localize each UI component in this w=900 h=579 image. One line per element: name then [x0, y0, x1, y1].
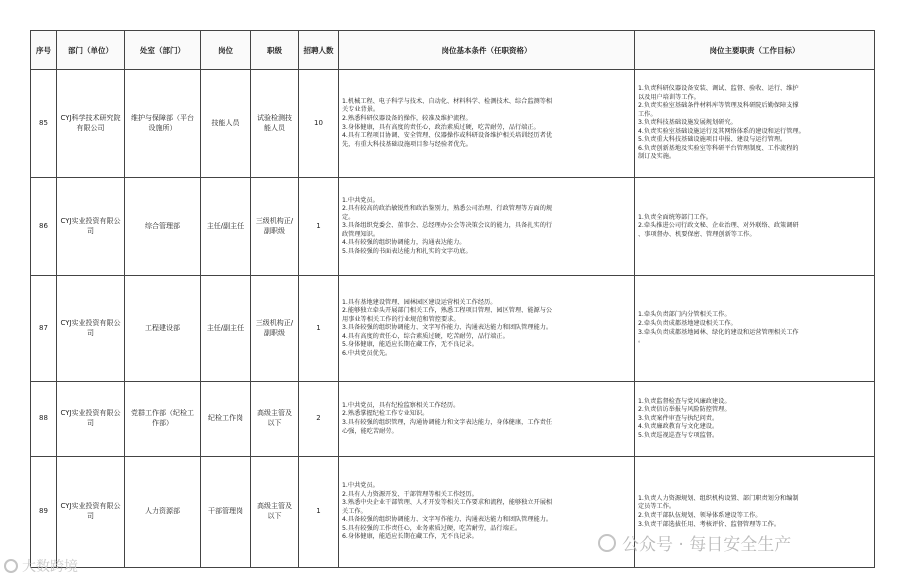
duty-line: 5.负责重大科技基础设施项目申报、建设与运行管理。: [638, 136, 787, 144]
row-count: 10: [299, 70, 339, 178]
row-dept: 维护与保障部（平台设施所）: [125, 70, 201, 178]
header-dept: 处室（部门）: [125, 31, 201, 70]
duty-line: 定员等工作。: [638, 503, 676, 511]
duty-line: 1.负责全面统筹部门工作。: [638, 213, 712, 221]
row-count: 1: [299, 178, 339, 276]
duty-line: 。: [638, 337, 645, 345]
requirement-line: 3.熟悉中央企业干部管理、人才开发等相关工作要求和流程，能够独立开展相: [342, 499, 553, 507]
duty-line: 、事项督办、机要保密、管理创新等工作。: [638, 230, 756, 238]
row-no: 85: [31, 70, 57, 178]
table-row: [31, 276, 875, 382]
row-count: 1: [299, 276, 339, 382]
duty-line: 4.负责实验室基础设施运行及其网络体系的建设和运行管理。: [638, 127, 805, 135]
row-rank: 三级机构正/副职级: [251, 276, 299, 382]
row-duties: [635, 382, 875, 457]
requirement-line: 5.具有较强的工作责任心，业务素质过硬，吃苦耐劳，品行端正。: [342, 524, 522, 532]
row-duties: [635, 70, 875, 178]
row-requirements: [339, 276, 635, 382]
duty-line: 2.负责干部队伍规划、领导体系建设等工作。: [638, 512, 762, 519]
requirement-line: 2.能够独立牵头开展部门相关工作，熟悉工程项目管理、园区管理、能源与公: [342, 307, 553, 315]
requirement-line: 关专业背景。: [342, 106, 380, 114]
watermark-left: [4, 556, 78, 576]
requirement-line: 2.熟悉掌握纪检工作专业知识。: [342, 410, 429, 418]
duty-line: 制订及实施。: [638, 153, 676, 161]
requirement-line: 定。: [342, 213, 355, 221]
requirement-line: 2.具有人力资源开发、干部管理等相关工作经历。: [342, 490, 478, 498]
header-no: 序号: [31, 31, 57, 70]
requirement-line: 1.中共党员。: [342, 482, 379, 490]
duty-line: 3.负责案件审查与执纪问责。: [638, 414, 719, 422]
row-count: 1: [299, 457, 339, 568]
row-unit: CYJ实业投资有限公司: [57, 276, 125, 382]
duty-line: 2.牵头负责成都基地建设相关工作。: [638, 319, 737, 327]
table-row: [31, 178, 875, 276]
row-rank: 试验检测技能人员: [251, 70, 299, 178]
duty-line: 3.负责干部选拔任用、考核评价、监督管理等工作。: [638, 520, 781, 528]
duty-line: 6.负责创新基地及实验室等科研平台管理制度、工作流程的: [638, 144, 799, 152]
watermark-logo-icon: [4, 559, 18, 573]
watermark-right: [598, 530, 791, 555]
requirement-line: 5.身体健康，能适应长期在藏工作，无不良记录。: [342, 341, 478, 349]
recruitment-table: [30, 30, 875, 568]
row-no: 86: [31, 178, 57, 276]
row-requirements: [339, 382, 635, 457]
requirement-line: 先，有重大科技基础设施项目参与经验者优先。: [342, 140, 472, 148]
duty-line: 3.负责科技基础设施发展规划研究。: [638, 119, 737, 127]
duty-line: 1.负责科研仪器设备安装、调试、监督、验收、运行、维护: [638, 85, 799, 93]
row-unit: CYJ实业投资有限公司: [57, 382, 125, 457]
row-post: 纪检工作岗: [201, 382, 251, 457]
row-no: 87: [31, 276, 57, 382]
row-no: 88: [31, 382, 57, 457]
duty-line: 5.负责巡视巡查与专项监督。: [638, 431, 719, 439]
requirement-line: 4.具有工程项目协调、安全管理、仪器操作或科研设备维护相关培训经历者优: [342, 132, 553, 140]
row-post: 技能人员: [201, 70, 251, 178]
duty-line: 2.负责信访举报与风险防控管理。: [638, 406, 731, 414]
row-no: 89: [31, 457, 57, 568]
duty-line: 1.负责人力资源规划、组织机构设置、部门职责划分和编制: [638, 494, 799, 502]
requirement-line: 1.机械工程、电子科学与技术、自动化、材料科学、检测技术、综合监测等相: [342, 97, 553, 105]
row-requirements: [339, 178, 635, 276]
duty-line: 4.负责廉政教育与文化建设。: [638, 423, 719, 431]
requirement-line: 6.中共党员优先。: [342, 349, 392, 357]
duty-line: 1.牵头负责部门内分管相关工作。: [638, 311, 731, 319]
row-rank: 三级机构正/副职级: [251, 178, 299, 276]
requirement-line: 1.具有基地建设管理、园林园区建设运营相关工作经历。: [342, 298, 497, 306]
requirement-line: 3.具备组织党委会、董事会、总经理办公会等决策会议的能力，具备扎实的行: [342, 222, 553, 230]
row-dept: 人力资源部: [125, 457, 201, 568]
duty-line: 3.牵头负责成都基地园林、绿化的建设和运营管理相关工作: [638, 328, 799, 336]
requirement-line: 1.中共党员，具有纪检监察相关工作经历。: [342, 401, 460, 409]
row-unit: CYJ实业投资有限公司: [57, 178, 125, 276]
requirement-line: 3.身体健康，具有高度的责任心，政治素质过硬，吃苦耐劳，品行端正。: [342, 123, 540, 131]
requirement-line: 用事业等相关工作的行业规范和管控要求。: [342, 315, 460, 323]
header-unit: 部门（单位）: [57, 31, 125, 70]
duty-line: 2.负责实验室基础条件材料库等管理及科研院后勤保障支撑: [638, 102, 799, 110]
requirement-line: 2.具有较高的政治敏锐性和政治鉴别力，熟悉公司治理、行政管理等方面的规: [342, 205, 553, 213]
watermark-left-text: 大数跨境: [22, 559, 78, 575]
requirement-line: 关工作。: [342, 507, 367, 515]
requirement-line: 3.具有较强的组织管理，沟通协调能力和文字表达能力，身体健康，工作责任: [342, 419, 553, 426]
row-post: 干部管理岗: [201, 457, 251, 568]
header-requirements: 岗位基本条件（任职资格）: [339, 31, 635, 70]
header-count: 招聘人数: [299, 31, 339, 70]
requirement-line: 6.身体健康，能适应长期在藏工作，无不良记录。: [342, 533, 478, 541]
table-row: [31, 70, 875, 178]
header-rank: 职级: [251, 31, 299, 70]
row-unit: CYJ实业投资有限公司: [57, 457, 125, 568]
header-post: 岗位: [201, 31, 251, 70]
duty-line: 工作。: [638, 110, 657, 118]
row-dept: 综合管理部: [125, 178, 201, 276]
row-dept: 党群工作部（纪检工作部）: [125, 382, 201, 457]
requirement-line: 心强，能吃苦耐劳。: [342, 427, 398, 435]
row-requirements: [339, 70, 635, 178]
recruitment-table-sheet: [30, 30, 874, 568]
requirement-line: 2.熟悉科研仪器设备的操作，较准及维护流程。: [342, 114, 472, 122]
requirement-line: 4.具有高度的责任心，综合素质过硬，吃苦耐劳，品行端正。: [342, 332, 509, 340]
row-duties: [635, 276, 875, 382]
requirement-line: 4.具备较强的组织协调能力、文字写作能力、沟通表达能力和团队管理能力。: [342, 516, 553, 524]
row-post: 主任/副主任: [201, 276, 251, 382]
table-row: [31, 382, 875, 457]
row-dept: 工程建设部: [125, 276, 201, 382]
row-rank: 高级主管及以下: [251, 382, 299, 457]
watermark-right-text: 公众号 · 每日安全生产: [622, 535, 792, 555]
header-duties: 岗位主要职责（工作目标）: [635, 31, 875, 70]
row-rank: 高级主管及以下: [251, 457, 299, 568]
requirement-line: 5.具备较强的书面表达能力和扎实的文字功底。: [342, 247, 472, 255]
row-post: 主任/副主任: [201, 178, 251, 276]
row-requirements: [339, 457, 635, 568]
requirement-line: 政管理知识。: [342, 230, 380, 238]
requirement-line: 1.中共党员。: [342, 196, 379, 204]
row-duties: [635, 178, 875, 276]
duty-line: 2.牵头推进公司行政文秘、企业治理、对外联络、政策调研: [638, 222, 799, 230]
duty-line: 1.负责监督检查与党风廉政建设。: [638, 397, 731, 405]
requirement-line: 3.具备较强的组织协调能力、文字写作能力、沟通表达能力和团队管理能力。: [342, 324, 553, 332]
row-unit: CYJ科学技术研究院有限公司: [57, 70, 125, 178]
duty-line: 以及用户培训等工作。: [638, 93, 700, 101]
table-header-row: [31, 31, 875, 70]
row-count: 2: [299, 382, 339, 457]
wechat-logo-icon: [598, 534, 616, 552]
requirement-line: 4.具有较强的组织协调能力，沟通表达能力。: [342, 239, 466, 247]
